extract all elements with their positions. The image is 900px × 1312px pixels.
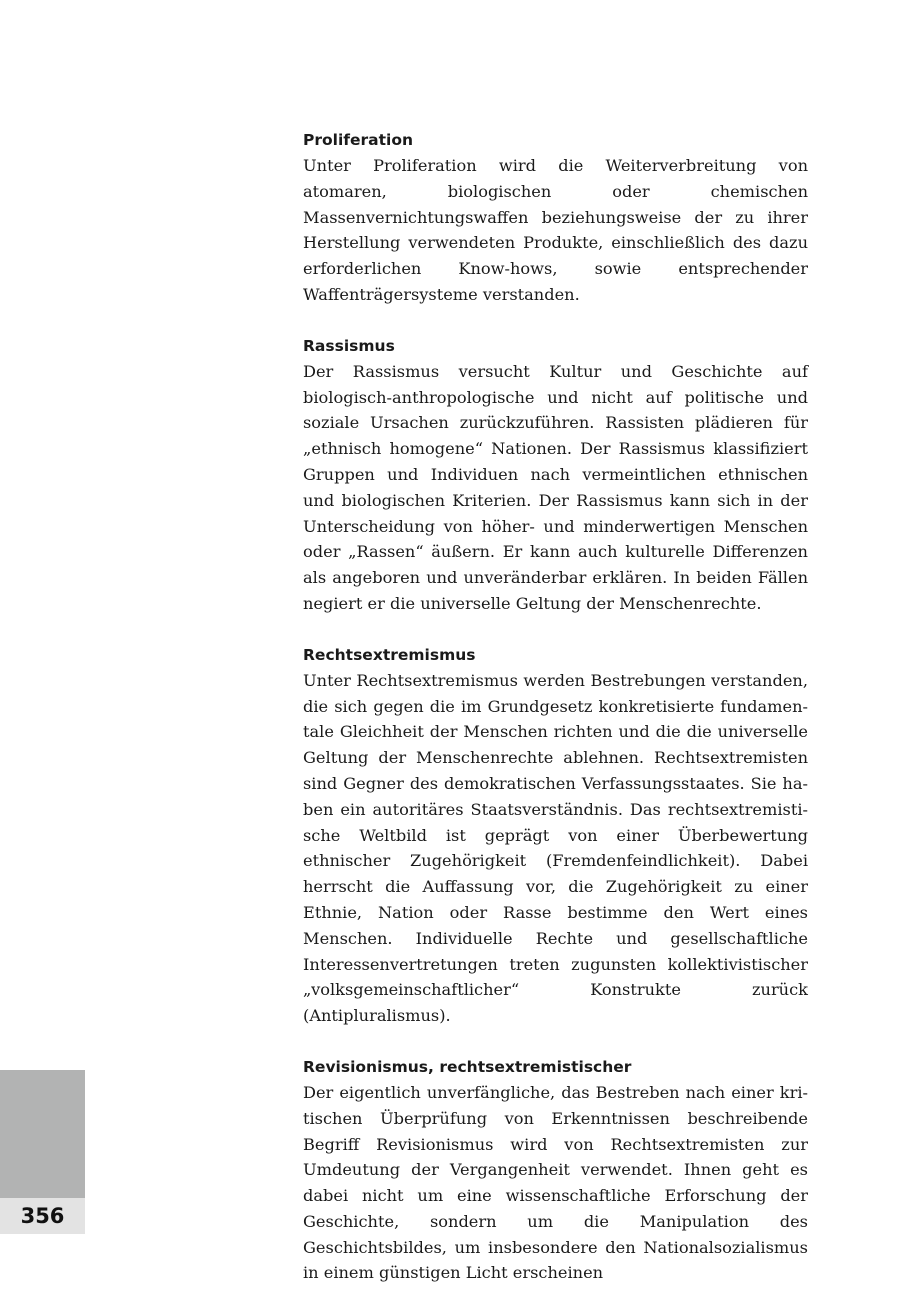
glossary-entry-proliferation (303, 128, 808, 308)
entry-title: Revisionismus, rechtsextremistischer (303, 1057, 632, 1076)
entry-body: Der Rassismus versucht Kultur und Geschichte auf biologisch-anthropologische und nicht auf politische und soziale Ursachen zurückzuführen. Rassisten plädieren für „ethnisch homogene“ Nationen. Der Rassismus klassifiziert Gruppen und Individuen nach vermeintlichen ethnischen und biologischen Kriterien. Der Rassismus kann sich in der Unterscheidung von höher- und minderwertigen Menschen oder „Rassen“ äußern. Er kann auch kulturelle Differenzen als angeboren und unveränderbar erklären. In beiden Fällen negiert er die universelle Geltung der Menschenrechte. (303, 361, 808, 613)
margin-tab (0, 1070, 85, 1198)
page-number: 356 (0, 1198, 85, 1234)
entry-title: Rechtsextremismus (303, 645, 476, 664)
entry-body: Der eigentlich unverfängliche, das Bestreben nach einer kritischen Überprüfung von Erkenntnissen beschreibende Begriff Revisionismus wird von Rechtsextremisten zur Umdeutung der Vergangenheit verwendet. Ihnen geht es dabei nicht um eine wissenschaftliche Erforschung der Geschichte, sondern um die Manipulation des Geschichtsbildes, um insbesondere den Nationalsozialismus in einem günstigen Licht erscheinen (303, 1082, 808, 1283)
entry-body: Unter Proliferation wird die Weiterverbreitung von atomaren, biologischen oder chemischen Massenvernichtungswaffen beziehungsweise der zu ihrer Herstellung verwendeten Produkte, einschließlich des dazu erforderlichen Know-hows, sowie entsprechender Waffenträgersysteme verstanden. (303, 156, 808, 304)
entry-title: Proliferation (303, 131, 414, 149)
glossary-content (303, 128, 808, 1312)
glossary-entry-rassismus (303, 334, 808, 617)
glossary-entry-revisionismus (303, 1055, 808, 1286)
glossary-entry-rechtsextremismus (303, 643, 808, 1029)
entry-body: Unter Rechtsextremismus werden Bestrebungen verstanden, die sich gegen die im Grundgesetz konkretisierte fundamentale Gleichheit der Menschen richten und die die universelle Geltung der Menschenrechte ablehnen. Rechtsextremisten sind Gegner des demokratischen Verfassungsstaates. Sie haben ein autoritäres Staatsverständnis. Das rechtsextremistische Weltbild ist geprägt von einer Überbewertung ethnischer Zugehörigkeit (Fremdenfeindlichkeit). Dabei herrscht die Auffassung vor, die Zugehörigkeit zu einer Ethnie, Nation oder Rasse bestimme den Wert eines Menschen. Individuelle Rechte und gesellschaftliche Interessenvertretungen treten zugunsten kollektivistischer „volksgemeinschaftlicher“ Konstrukte zurück (Antipluralismus). (303, 670, 808, 1026)
entry-title: Rassismus (303, 336, 395, 355)
